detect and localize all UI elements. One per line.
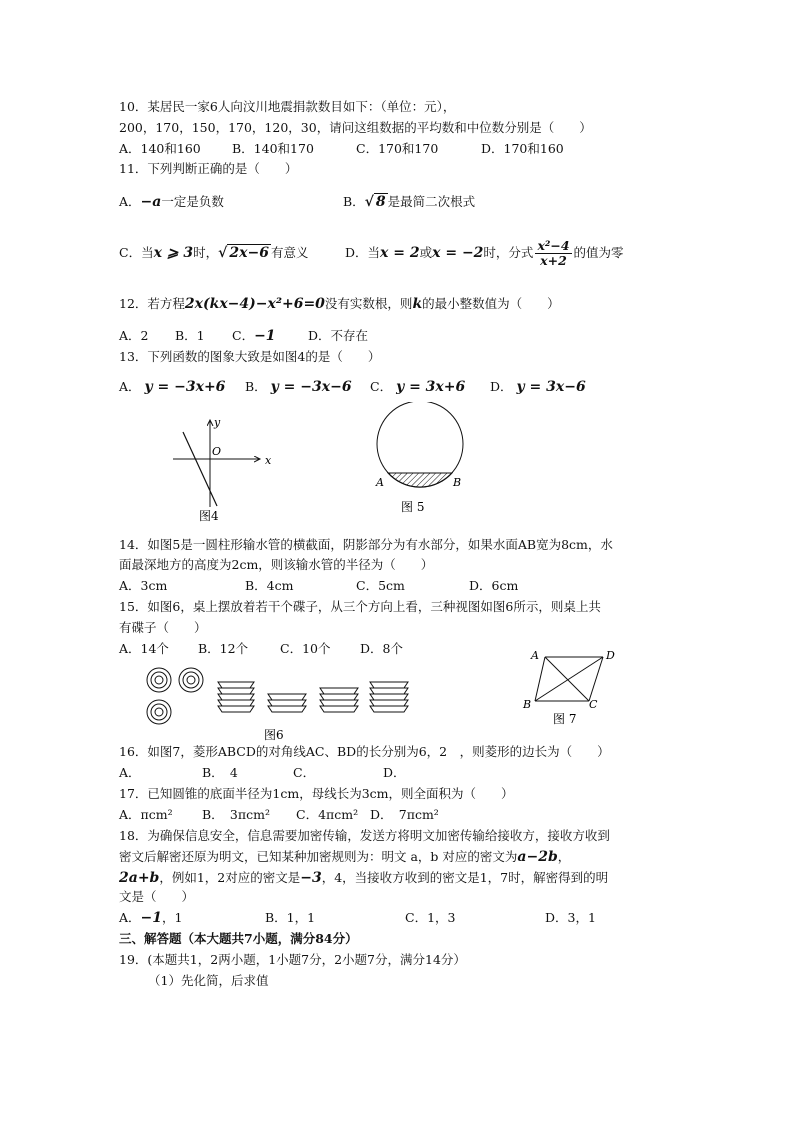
q10-option-c: C．170和170 xyxy=(356,141,439,156)
q18-line1: 18．为确保信息安全，信息需要加密传输，发送方将明文加密传输给接收方，接收方收到 xyxy=(119,828,610,843)
q16-option-a: A． xyxy=(119,765,141,780)
q17-option-a: A．πcm² xyxy=(119,807,173,822)
q14-option-a: A．3cm xyxy=(119,578,168,593)
q18-option-d: D．3，1 xyxy=(545,910,596,925)
q19-sub1: （1）先化简，后求值 xyxy=(148,973,269,988)
q12-option-c: C．−1 xyxy=(232,328,276,344)
q10-option-a: A．140和160 xyxy=(119,141,201,156)
q13-option-a: A． y = −3x+6 xyxy=(119,379,226,395)
q18-option-a: A．−1，1 xyxy=(119,910,183,926)
q14-line1: 14．如图5是一圆柱形输水管的横截面，阴影部分为有水部分，如果水面AB宽为8cm，水 xyxy=(119,537,613,552)
figure-5 xyxy=(365,402,480,517)
q17-option-c: C．4πcm² xyxy=(296,807,359,822)
fig7-side-dc xyxy=(589,657,603,701)
fig4-caption: 图4 xyxy=(199,509,219,523)
fig6-caption: 图6 xyxy=(264,728,284,742)
q15-line1: 15．如图6，桌上摆放着若干个碟子，从三个方向上看，三种视图如图6所示，则桌上共 xyxy=(119,599,601,614)
q12-option-d: D．不存在 xyxy=(308,328,369,343)
figure-4 xyxy=(165,412,285,527)
fig7-label-d: D xyxy=(606,649,615,662)
q14-option-b: B．4cm xyxy=(245,578,294,593)
q14-option-d: D．6cm xyxy=(469,578,519,593)
q14-option-c: C．5cm xyxy=(356,578,405,593)
q15-option-b: B．12个 xyxy=(198,641,249,656)
q16-stem: 16．如图7，菱形ABCD的对角线AC、BD的长分别为6，2 ，则菱形的边长为（ ） xyxy=(119,744,610,759)
fig7-label-a: A xyxy=(531,649,539,662)
q13-option-b: B． y = −3x−6 xyxy=(245,379,352,395)
q13-option-d: D． y = 3x−6 xyxy=(490,379,586,395)
fig4-graph-line xyxy=(183,432,217,506)
fig5-label-b: B xyxy=(453,476,462,489)
fig6-stack-4 xyxy=(370,682,408,712)
q16-option-d: D． xyxy=(383,765,406,780)
q13-stem: 13．下列函数的图象大致是如图4的是（ ） xyxy=(119,349,381,364)
fig6-stack-1 xyxy=(218,682,254,712)
q10-line2: 200，170，150，170，120，30，请问这组数据的平均数和中位数分别是（ ） xyxy=(119,120,592,135)
section-3-title: 三、解答题（本大题共7小题，满分84分） xyxy=(119,931,358,946)
q13-option-c: C． y = 3x+6 xyxy=(370,379,466,395)
fig7-caption: 图 7 xyxy=(553,712,577,726)
fig5-water-shaded xyxy=(388,473,452,487)
q16-option-c: C． xyxy=(293,765,316,780)
q15-option-c: C．10个 xyxy=(280,641,331,656)
q11-option-a: A．−a一定是负数 xyxy=(119,194,224,210)
q12-option-b: B．1 xyxy=(175,328,205,343)
fig4-x-label: x xyxy=(265,454,272,467)
fig4-origin-label: O xyxy=(212,445,222,458)
figure-7 xyxy=(515,645,620,730)
q10-option-d: D．170和160 xyxy=(481,141,564,156)
fig5-caption: 图 5 xyxy=(401,500,425,514)
q11-stem: 11．下列判断正确的是（ ） xyxy=(119,161,298,176)
q18-option-c: C．1，3 xyxy=(405,910,456,925)
q14-line2: 面最深地方的高度为2cm，则该输水管的半径为（ ） xyxy=(119,557,434,572)
q15-option-d: D．8个 xyxy=(360,641,403,656)
fig7-label-b: B xyxy=(523,698,532,711)
fig7-label-c: C xyxy=(589,698,598,711)
q16-option-b: B． 4 xyxy=(202,765,238,780)
fig7-side-ba xyxy=(535,657,545,701)
fig5-label-a: A xyxy=(376,476,384,489)
q19-stem: 19．(本题共1，2两小题，1小题7分，2小题7分，满分14分） xyxy=(119,952,466,967)
fig4-y-label: y xyxy=(214,416,221,429)
fig7-diag-bd xyxy=(535,657,603,701)
q17-option-b: B． 3πcm² xyxy=(202,807,270,822)
q15-option-a: A．14个 xyxy=(119,641,169,656)
q10-line1: 10．某居民一家6人向汶川地震捐款数目如下：（单位：元）， xyxy=(119,99,456,114)
q11-option-b: B．√ 8 是最简二次根式 xyxy=(343,194,476,210)
figure-6 xyxy=(140,662,430,744)
q17-stem: 17．已知圆锥的底面半径为1cm，母线长为3cm，则全面积为（ ） xyxy=(119,786,514,801)
q17-option-d: D． 7πcm² xyxy=(370,807,439,822)
q10-option-b: B．140和170 xyxy=(232,141,314,156)
fig7-diag-ac xyxy=(545,657,589,701)
q12-option-a: A．2 xyxy=(119,328,149,343)
fig6-stack-3 xyxy=(320,688,358,712)
q18-line4: 文是（ ） xyxy=(119,889,195,904)
fig6-stack-2 xyxy=(268,694,306,712)
q18-line2: 密文后解密还原为明文，已知某种加密规则为：明文 a，b 对应的密文为a−2b， xyxy=(119,849,571,865)
q11-option-c: C．当x ⩾ 3时，√ 2x−6 有意义 xyxy=(119,245,309,261)
q18-option-b: B．1，1 xyxy=(265,910,316,925)
q15-line2: 有碟子（ ） xyxy=(119,620,207,635)
q18-line3: 2a+b，例如1，2对应的密文是−3，4，当接收方收到的密文是1，7时，解密得到的明 xyxy=(119,870,609,886)
q11-option-d: D．当x = 2或x = −2时，分式 $\frac{\text{x²−4}}{x+2}$ 的值为零 xyxy=(345,238,624,268)
q12-stem: 12．若方程2x(kx−4)−x²+6=0没有实数根，则k的最小整数值为（ ） xyxy=(119,296,560,312)
fig6-top-view xyxy=(147,668,203,724)
